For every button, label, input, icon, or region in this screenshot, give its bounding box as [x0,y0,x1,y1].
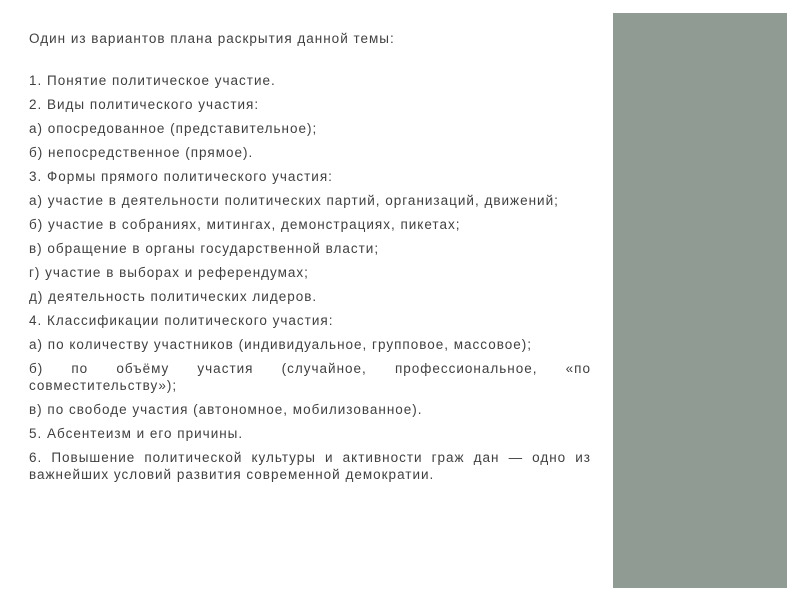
plan-item-6: 6. Повышение политической культуры и активности граж дан — одно из важнейших условий развития современной демократии. [29,450,591,482]
plan-item-5: 5. Абсентеизм и его причины. [29,426,244,441]
plan-item-3: 3. Формы прямого политического участия: [29,169,333,184]
intro-text: Один из вариантов плана раскрытия данной темы: [29,31,395,46]
plan-text-block [29,30,591,490]
plan-subitem-3c: в) обращение в органы государственной власти; [29,241,380,256]
plan-item-2: 2. Виды политического участия: [29,97,260,112]
side-panel [613,13,787,588]
plan-subitem-4b: б) по объёму участия (случайное, профессиональное, «по совместительству»); [29,361,591,393]
plan-item-4: 4. Классификации политического участия: [29,313,334,328]
plan-subitem-4a: а) по количеству участников (индивидуальное, групповое, массовое); [29,337,532,352]
plan-subitem-3d: г) участие в выборах и референдумах; [29,265,309,280]
plan-subitem-2a: а) опосредованное (представительное); [29,121,318,136]
plan-subitem-4c: в) по свободе участия (автономное, мобилизованное). [29,402,423,417]
plan-item-1: 1. Понятие политическое участие. [29,73,276,88]
plan-subitem-3b: б) участие в собраниях, митингах, демонстрациях, пикетах; [29,217,461,232]
plan-subitem-3a: а) участие в деятельности политических партий, организаций, движений; [29,193,559,208]
plan-subitem-2b: б) непосредственное (прямое). [29,145,254,160]
plan-subitem-3e: д) деятельность политических лидеров. [29,289,318,304]
